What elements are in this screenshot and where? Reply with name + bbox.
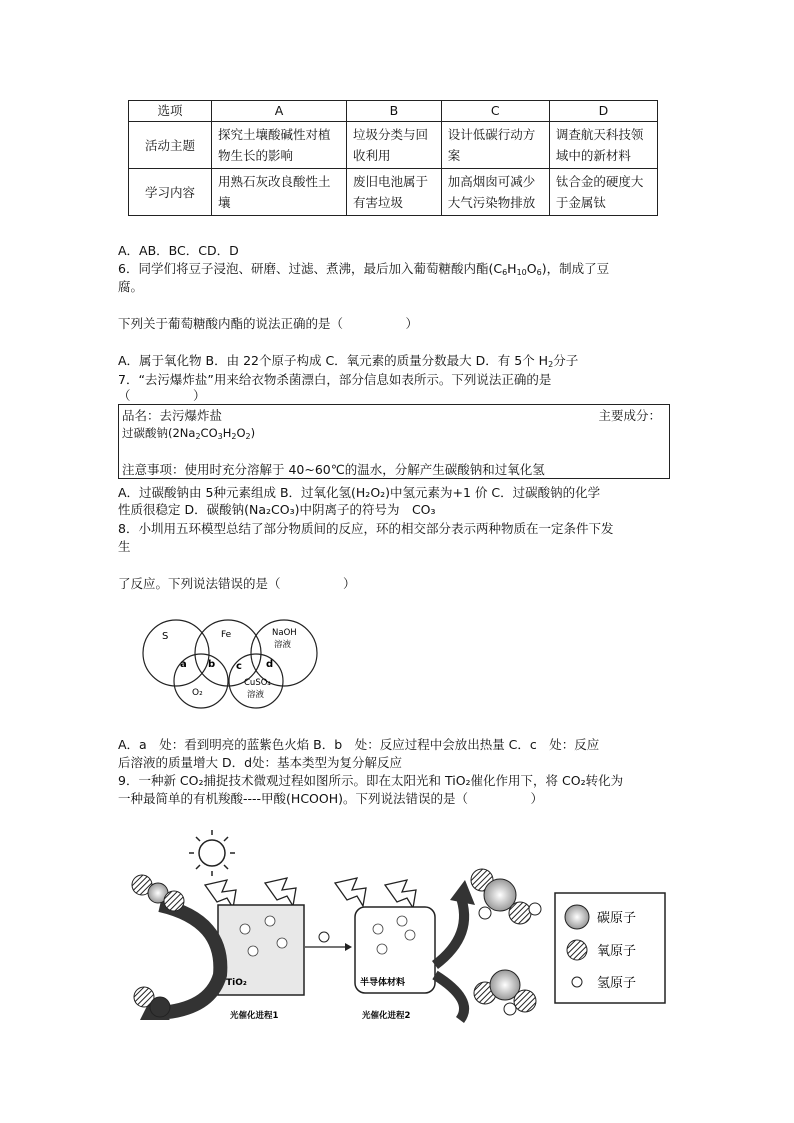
intersection-b: b (208, 659, 216, 670)
arrow-head-icon (345, 943, 352, 951)
label-naoh: NaOH (272, 628, 297, 638)
text-fragment: H (222, 426, 232, 440)
q6-stem-line2: 腐。 (118, 279, 144, 294)
q8-options-line2: 后溶液的质量增大 D．d处：基本类型为复分解反应 (118, 755, 403, 770)
q6-stem-line1 (118, 260, 609, 277)
text-fragment: 过碳酸钠(2Na (122, 426, 196, 440)
options-table (128, 100, 658, 216)
cell-line: 有害垃圾 (353, 195, 404, 210)
oxygen-atom-icon (567, 940, 587, 960)
row-label: 活动主题 (129, 122, 212, 169)
label-fe: Fe (221, 630, 232, 640)
subscript: 2 (548, 360, 554, 369)
curved-arrow (435, 975, 464, 1020)
ring-s (143, 620, 209, 686)
lightning-icon (335, 878, 366, 906)
legend-oxygen: 氧原子 (597, 944, 637, 959)
subscript: 3 (217, 432, 223, 441)
cell-line: 域中的新材料 (555, 148, 631, 163)
subscript: 2 (231, 432, 237, 441)
table-header-cell: A (212, 101, 347, 122)
cell-line: 调查航天科技领 (555, 127, 644, 142)
lightning-icon (385, 880, 416, 908)
table-row (129, 122, 658, 169)
text-fragment: O (526, 261, 537, 276)
ingredient-formula (122, 425, 255, 442)
table-cell (441, 122, 549, 169)
table-cell (441, 169, 549, 216)
product-info-box (118, 404, 670, 479)
legend-hydrogen: 氢原子 (597, 976, 637, 991)
cell-line: 垃圾分类与回 (353, 127, 429, 142)
product-name: 品名：去污爆炸盐 (122, 408, 223, 423)
co2-molecule (134, 987, 170, 1017)
cell-line: 用熟石灰改良酸性土 (218, 174, 331, 189)
subscript: 2 (245, 432, 251, 441)
q8-options-line1: A．a 处：看到明亮的蓝紫色火焰 B．b 处：反应过程中会放出热量 C．c 处：反应 (118, 737, 600, 752)
label-s: S (162, 631, 169, 642)
q8-question: 了反应。下列说法错误的是（ ） (118, 576, 356, 591)
table-header-cell: C (441, 101, 549, 122)
cell-line: 物生长的影响 (218, 148, 294, 163)
process-1-label: 光催化进程1 (230, 1011, 279, 1021)
subscript: 6 (536, 268, 542, 277)
q9-stem-line1: 9．一种新 CO₂捕捉技术微观过程如图所示。即在太阳光和 TiO₂催化作用下，将 CO₂转化为 (118, 773, 624, 788)
hydrogen-atom-icon (572, 977, 582, 987)
text-fragment: A．属于氧化物 B．由 22个原子构成 C．氧元素的质量分数最大 D．有 5个 H (118, 353, 549, 368)
subscript: 2 (195, 432, 201, 441)
lightning-icons (205, 878, 416, 908)
text-fragment: H (507, 261, 517, 276)
cell-line: 收利用 (353, 148, 391, 163)
hcooh-molecule (474, 970, 536, 1015)
subscript: 6 (502, 268, 508, 277)
table-cell (549, 122, 657, 169)
cell-line: 设计低碳行动方 (447, 127, 536, 142)
legend-carbon: 碳原子 (597, 911, 637, 926)
cell-line: 加高烟囱可减少 (447, 174, 536, 189)
table-cell (212, 122, 347, 169)
cell-line: 探究土壤酸碱性对植 (218, 127, 331, 142)
cell-line: 钛合金的硬度大 (555, 174, 644, 189)
text-fragment: O (236, 426, 246, 440)
q5-options: A．AB．BC．CD．D (118, 243, 239, 258)
table-row (129, 169, 658, 216)
text-fragment: 6．同学们将豆子浸泡、研磨、过滤、煮沸，最后加入葡萄糖酸内酯(C (118, 261, 503, 276)
curved-arrow (158, 905, 220, 1013)
table-cell (347, 122, 442, 169)
usage-note: 注意事项：使用时充分溶解于 40~60℃的温水，分解产生碳酸钠和过氧化氢 (122, 462, 545, 477)
q8-stem-line1: 8．小圳用五环模型总结了部分物质间的反应，环的相交部分表示两种物质在一定条件下发 (118, 521, 614, 536)
row-label: 学习内容 (129, 169, 212, 216)
q6-options (118, 352, 578, 369)
carbon-atom-icon (565, 905, 589, 929)
sun-icon (189, 830, 235, 876)
cell-line: 壤 (218, 195, 231, 210)
hplus-icon (319, 932, 329, 942)
main-ingredient-label: 主要成分： (598, 408, 661, 423)
intersection-c: c (236, 661, 242, 672)
text-fragment: 分子 (553, 353, 579, 368)
semiconductor-label: 半导体材料 (360, 978, 406, 988)
text-fragment: CO (200, 426, 218, 440)
label-o2: O₂ (192, 688, 203, 698)
q7-options-line1: A．过碳酸钠由 5种元素组成 B．过氧化氢(H₂O₂)中氢元素为+1 价 C．过碳酸钠的化学 (118, 485, 601, 500)
label-cuso4-solution: 溶液 (247, 690, 265, 700)
table-cell (549, 169, 657, 216)
q7-stem: 7．“去污爆炸盐”用来给衣物杀菌漂白，部分信息如表所示。下列说法正确的是 (118, 372, 552, 387)
table-cell (212, 169, 347, 216)
five-ring-diagram (138, 615, 328, 710)
intersection-a: a (180, 659, 187, 670)
co2-capture-diagram (130, 825, 670, 1025)
text-fragment: ) (250, 426, 256, 440)
intersection-d: d (266, 659, 274, 670)
label-naoh-solution: 溶液 (274, 640, 292, 650)
cell-line: 大气污染物排放 (447, 195, 536, 210)
table-header-row (129, 101, 658, 122)
table-header-cell: B (347, 101, 442, 122)
lightning-icon (265, 878, 296, 906)
q8-stem-line2: 生 (118, 539, 131, 554)
curved-arrow (435, 895, 464, 965)
co2-molecule (132, 875, 184, 911)
cell-line: 于金属钛 (555, 195, 606, 210)
cell-line: 废旧电池属于 (353, 174, 429, 189)
table-header-cell: D (549, 101, 657, 122)
table-cell (347, 169, 442, 216)
lightning-icon (205, 880, 236, 908)
table-header-cell: 选项 (129, 101, 212, 122)
subscript: 10 (516, 268, 527, 277)
cell-line: 案 (447, 148, 461, 163)
q7-options-line2: 性质很稳定 D．碳酸钠(Na₂CO₃)中阴离子的符号为 CO₃ (118, 502, 436, 517)
q7-paren: （ ） (118, 388, 206, 403)
process-2-label: 光催化进程2 (362, 1011, 411, 1021)
text-fragment: )，制成了豆 (541, 261, 610, 276)
q6-question: 下列关于葡萄糖酸内酯的说法正确的是（ ） (118, 316, 419, 331)
label-cuso4: CuSO₄ (244, 678, 271, 688)
hcooh-molecule (471, 869, 541, 924)
tio2-label: TiO₂ (226, 978, 247, 988)
q9-stem-line2: 一种最简单的有机羧酸----甲酸(HCOOH)。下列说法错误的是（ ） (118, 791, 544, 806)
